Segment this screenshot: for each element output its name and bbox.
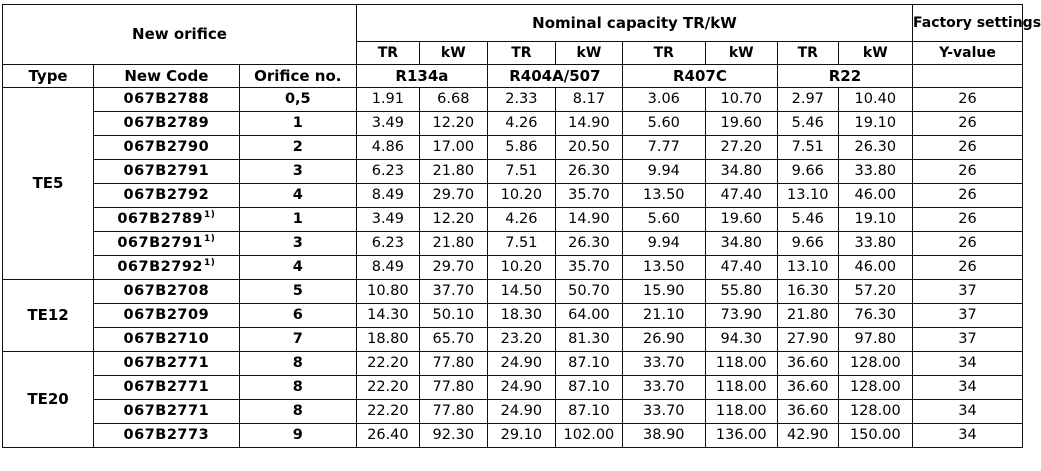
r407c-kw-cell: 136.00 [705,424,777,448]
table-row [3,424,1023,448]
r22-tr-cell: 13.10 [777,184,838,208]
new-code-cell [94,400,240,424]
r407c-tr-header: TR [622,42,705,65]
r404a-tr-cell: 10.20 [487,256,555,280]
r407c-kw-cell: 19.60 [705,208,777,232]
r134a-tr-cell: 3.49 [356,208,419,232]
r404a-tr-cell: 14.50 [487,280,555,304]
r134a-kw-header: kW [419,42,487,65]
type-header: Type [3,65,94,88]
r404a-tr-cell: 10.20 [487,184,555,208]
footnote-marker: 1) [204,258,216,269]
r134a-tr-cell: 4.86 [356,136,419,160]
new-code-text: 067B2791 [117,235,204,252]
r404a-kw-cell: 87.10 [555,400,622,424]
y-cell: 34 [913,424,1023,448]
r407c-kw-cell: 118.00 [705,352,777,376]
r407c-tr-cell: 7.77 [622,136,705,160]
orifice-no-cell: 6 [239,304,356,328]
orifice-no-cell: 0,5 [239,88,356,112]
y-cell: 26 [913,136,1023,160]
new-orifice-header: New orifice [3,5,357,65]
r404a-kw-cell: 20.50 [555,136,622,160]
y-cell: 26 [913,256,1023,280]
new-code-text: 067B2792 [117,259,204,276]
r404a-tr-cell: 29.10 [487,424,555,448]
r22-kw-cell: 19.10 [838,208,912,232]
r407c-tr-cell: 3.06 [622,88,705,112]
r407c-tr-cell: 21.10 [622,304,705,328]
r22-kw-cell: 10.40 [838,88,912,112]
r404a-kw-cell: 87.10 [555,376,622,400]
type-cell: TE12 [3,280,94,352]
r134a-tr-cell: 3.49 [356,112,419,136]
r134a-kw-cell: 6.68 [419,88,487,112]
r22-kw-cell: 33.80 [838,160,912,184]
footnote-marker: 1) [204,210,216,221]
r22-tr-cell: 2.97 [777,88,838,112]
r407c-kw-cell: 118.00 [705,400,777,424]
r134a-kw-cell: 65.70 [419,328,487,352]
r407c-kw-cell: 19.60 [705,112,777,136]
new-code-text: 067B2789 [123,115,210,132]
r407c-kw-cell: 27.20 [705,136,777,160]
r134a-tr-cell: 8.49 [356,184,419,208]
r407c-tr-cell: 9.94 [622,160,705,184]
r407c-kw-cell: 10.70 [705,88,777,112]
r407c-tr-cell: 15.90 [622,280,705,304]
orifice-no-cell: 8 [239,352,356,376]
r134a-kw-cell: 17.00 [419,136,487,160]
new-code-text: 067B2788 [123,91,210,108]
new-code-text: 067B2791 [123,163,210,180]
r407c-kw-cell: 47.40 [705,184,777,208]
new-code-text: 067B2771 [123,379,210,396]
r22-kw-cell: 46.00 [838,184,912,208]
r404a-tr-cell: 7.51 [487,160,555,184]
r22-kw-cell: 57.20 [838,280,912,304]
r22-kw-cell: 33.80 [838,232,912,256]
r407c-tr-cell: 26.90 [622,328,705,352]
new-code-cell [94,88,240,112]
r404a-tr-cell: 18.30 [487,304,555,328]
orifice-no-cell: 3 [239,232,356,256]
new-code-text: 067B2790 [123,139,210,156]
r134a-kw-cell: 21.80 [419,232,487,256]
r407c-tr-cell: 33.70 [622,376,705,400]
r22-kw-cell: 128.00 [838,376,912,400]
r134a-kw-cell: 77.80 [419,376,487,400]
r407c-kw-cell: 118.00 [705,376,777,400]
r407c-tr-cell: 5.60 [622,208,705,232]
r407c-tr-cell: 13.50 [622,256,705,280]
r134a-tr-cell: 14.30 [356,304,419,328]
r407c-tr-cell: 33.70 [622,400,705,424]
r407c-kw-header: kW [705,42,777,65]
y-cell: 26 [913,112,1023,136]
r404a-kw-cell: 26.30 [555,232,622,256]
r134a-tr-cell: 6.23 [356,232,419,256]
y-cell: 34 [913,352,1023,376]
r404a-kw-cell: 8.17 [555,88,622,112]
new-code-text: 067B2792 [123,187,210,204]
r404a-kw-cell: 50.70 [555,280,622,304]
r22-kw-cell: 128.00 [838,400,912,424]
factory-settings-header: Factory settings [913,5,1023,42]
r22-tr-header: TR [777,42,838,65]
orifice-no-cell: 9 [239,424,356,448]
new-code-cell [94,112,240,136]
table-row [3,112,1023,136]
orifice-no-cell: 8 [239,400,356,424]
new-code-cell [94,184,240,208]
r22-kw-cell: 19.10 [838,112,912,136]
r407c-kw-cell: 47.40 [705,256,777,280]
r404a-tr-cell: 23.20 [487,328,555,352]
r134a-kw-cell: 77.80 [419,400,487,424]
r22-kw-cell: 150.00 [838,424,912,448]
new-code-text: 067B2710 [123,331,210,348]
r404a-kw-header: kW [555,42,622,65]
r404a-kw-cell: 26.30 [555,160,622,184]
r22-tr-cell: 27.90 [777,328,838,352]
new-code-cell [94,304,240,328]
r22-kw-cell: 97.80 [838,328,912,352]
r134a-kw-cell: 29.70 [419,184,487,208]
table-body [3,88,1023,448]
r134a-tr-cell: 22.20 [356,376,419,400]
table-row [3,400,1023,424]
r404a-tr-cell: 24.90 [487,376,555,400]
y-cell: 37 [913,304,1023,328]
r404a-tr-cell: 5.86 [487,136,555,160]
type-cell: TE5 [3,88,94,280]
table-row [3,160,1023,184]
r22-header: R22 [777,65,912,88]
table-row [3,232,1023,256]
r404a-header: R404A/507 [487,65,622,88]
r404a-tr-cell: 7.51 [487,232,555,256]
r134a-tr-cell: 8.49 [356,256,419,280]
table-row [3,328,1023,352]
new-code-header: New Code [94,65,240,88]
r404a-tr-cell: 24.90 [487,352,555,376]
r134a-kw-cell: 37.70 [419,280,487,304]
footnote-marker: 1) [204,234,216,245]
r404a-tr-cell: 4.26 [487,112,555,136]
orifice-no-cell: 2 [239,136,356,160]
r134a-kw-cell: 92.30 [419,424,487,448]
orifice-no-cell: 7 [239,328,356,352]
new-code-text: 067B2771 [123,355,210,372]
new-code-cell [94,352,240,376]
orifice-no-cell: 5 [239,280,356,304]
r134a-tr-header: TR [356,42,419,65]
orifice-no-cell: 1 [239,208,356,232]
r407c-kw-cell: 34.80 [705,160,777,184]
y-value-spacer [913,65,1023,88]
r22-tr-cell: 36.60 [777,352,838,376]
r134a-kw-cell: 12.20 [419,208,487,232]
r22-kw-header: kW [838,42,912,65]
orifice-no-cell: 4 [239,256,356,280]
y-cell: 26 [913,88,1023,112]
r404a-kw-cell: 14.90 [555,208,622,232]
orifice-no-header: Orifice no. [239,65,356,88]
header-row-3 [3,65,1023,88]
r134a-kw-cell: 29.70 [419,256,487,280]
r404a-tr-header: TR [487,42,555,65]
nominal-capacity-header: Nominal capacity TR/kW [356,5,912,42]
r22-tr-cell: 42.90 [777,424,838,448]
type-cell: TE20 [3,352,94,448]
r134a-tr-cell: 26.40 [356,424,419,448]
r404a-kw-cell: 14.90 [555,112,622,136]
new-code-cell [94,424,240,448]
r134a-tr-cell: 22.20 [356,400,419,424]
r134a-header: R134a [356,65,487,88]
r134a-kw-cell: 77.80 [419,352,487,376]
r404a-tr-cell: 4.26 [487,208,555,232]
r134a-tr-cell: 1.91 [356,88,419,112]
r407c-kw-cell: 55.80 [705,280,777,304]
r134a-kw-cell: 12.20 [419,112,487,136]
orifice-no-cell: 3 [239,160,356,184]
r22-tr-cell: 21.80 [777,304,838,328]
r404a-kw-cell: 35.70 [555,256,622,280]
table-row [3,88,1023,112]
new-code-cell [94,328,240,352]
r134a-tr-cell: 22.20 [356,352,419,376]
r407c-tr-cell: 9.94 [622,232,705,256]
r134a-tr-cell: 6.23 [356,160,419,184]
table-row [3,352,1023,376]
y-cell: 26 [913,160,1023,184]
new-code-text: 067B2709 [123,307,210,324]
y-cell: 26 [913,184,1023,208]
y-cell: 37 [913,280,1023,304]
y-cell: 26 [913,208,1023,232]
table-row [3,184,1023,208]
y-cell: 34 [913,376,1023,400]
y-value-header: Y-value [913,42,1023,65]
y-cell: 34 [913,400,1023,424]
r407c-kw-cell: 94.30 [705,328,777,352]
r407c-header: R407C [622,65,777,88]
r22-tr-cell: 16.30 [777,280,838,304]
new-code-cell [94,136,240,160]
r22-tr-cell: 36.60 [777,376,838,400]
orifice-no-cell: 1 [239,112,356,136]
y-cell: 26 [913,232,1023,256]
header-row-1 [3,5,1023,42]
r404a-tr-cell: 24.90 [487,400,555,424]
new-code-cell [94,232,240,256]
table-row [3,280,1023,304]
r22-tr-cell: 13.10 [777,256,838,280]
r22-tr-cell: 36.60 [777,400,838,424]
r407c-tr-cell: 38.90 [622,424,705,448]
y-cell: 37 [913,328,1023,352]
r407c-tr-cell: 33.70 [622,352,705,376]
r404a-kw-cell: 64.00 [555,304,622,328]
table-row [3,376,1023,400]
r22-kw-cell: 76.30 [838,304,912,328]
new-code-cell [94,160,240,184]
r22-kw-cell: 46.00 [838,256,912,280]
new-code-text: 067B2708 [123,283,210,300]
table-row [3,208,1023,232]
new-code-text: 067B2771 [123,403,210,420]
table-row [3,304,1023,328]
table-row [3,136,1023,160]
r22-tr-cell: 9.66 [777,160,838,184]
new-code-cell [94,280,240,304]
r404a-kw-cell: 35.70 [555,184,622,208]
r134a-kw-cell: 50.10 [419,304,487,328]
r22-tr-cell: 7.51 [777,136,838,160]
new-code-cell [94,256,240,280]
r22-tr-cell: 9.66 [777,232,838,256]
r134a-tr-cell: 10.80 [356,280,419,304]
r404a-kw-cell: 81.30 [555,328,622,352]
orifice-no-cell: 8 [239,376,356,400]
r407c-kw-cell: 34.80 [705,232,777,256]
r134a-kw-cell: 21.80 [419,160,487,184]
r22-kw-cell: 26.30 [838,136,912,160]
table-row [3,256,1023,280]
r134a-tr-cell: 18.80 [356,328,419,352]
r404a-kw-cell: 87.10 [555,352,622,376]
new-code-text: 067B2789 [117,211,204,228]
r22-tr-cell: 5.46 [777,112,838,136]
r407c-kw-cell: 73.90 [705,304,777,328]
new-code-cell [94,376,240,400]
r22-tr-cell: 5.46 [777,208,838,232]
r404a-kw-cell: 102.00 [555,424,622,448]
new-code-cell [94,208,240,232]
r404a-tr-cell: 2.33 [487,88,555,112]
orifice-no-cell: 4 [239,184,356,208]
r22-kw-cell: 128.00 [838,352,912,376]
r407c-tr-cell: 5.60 [622,112,705,136]
r407c-tr-cell: 13.50 [622,184,705,208]
orifice-capacity-table [2,4,1041,448]
new-code-text: 067B2773 [123,427,210,444]
